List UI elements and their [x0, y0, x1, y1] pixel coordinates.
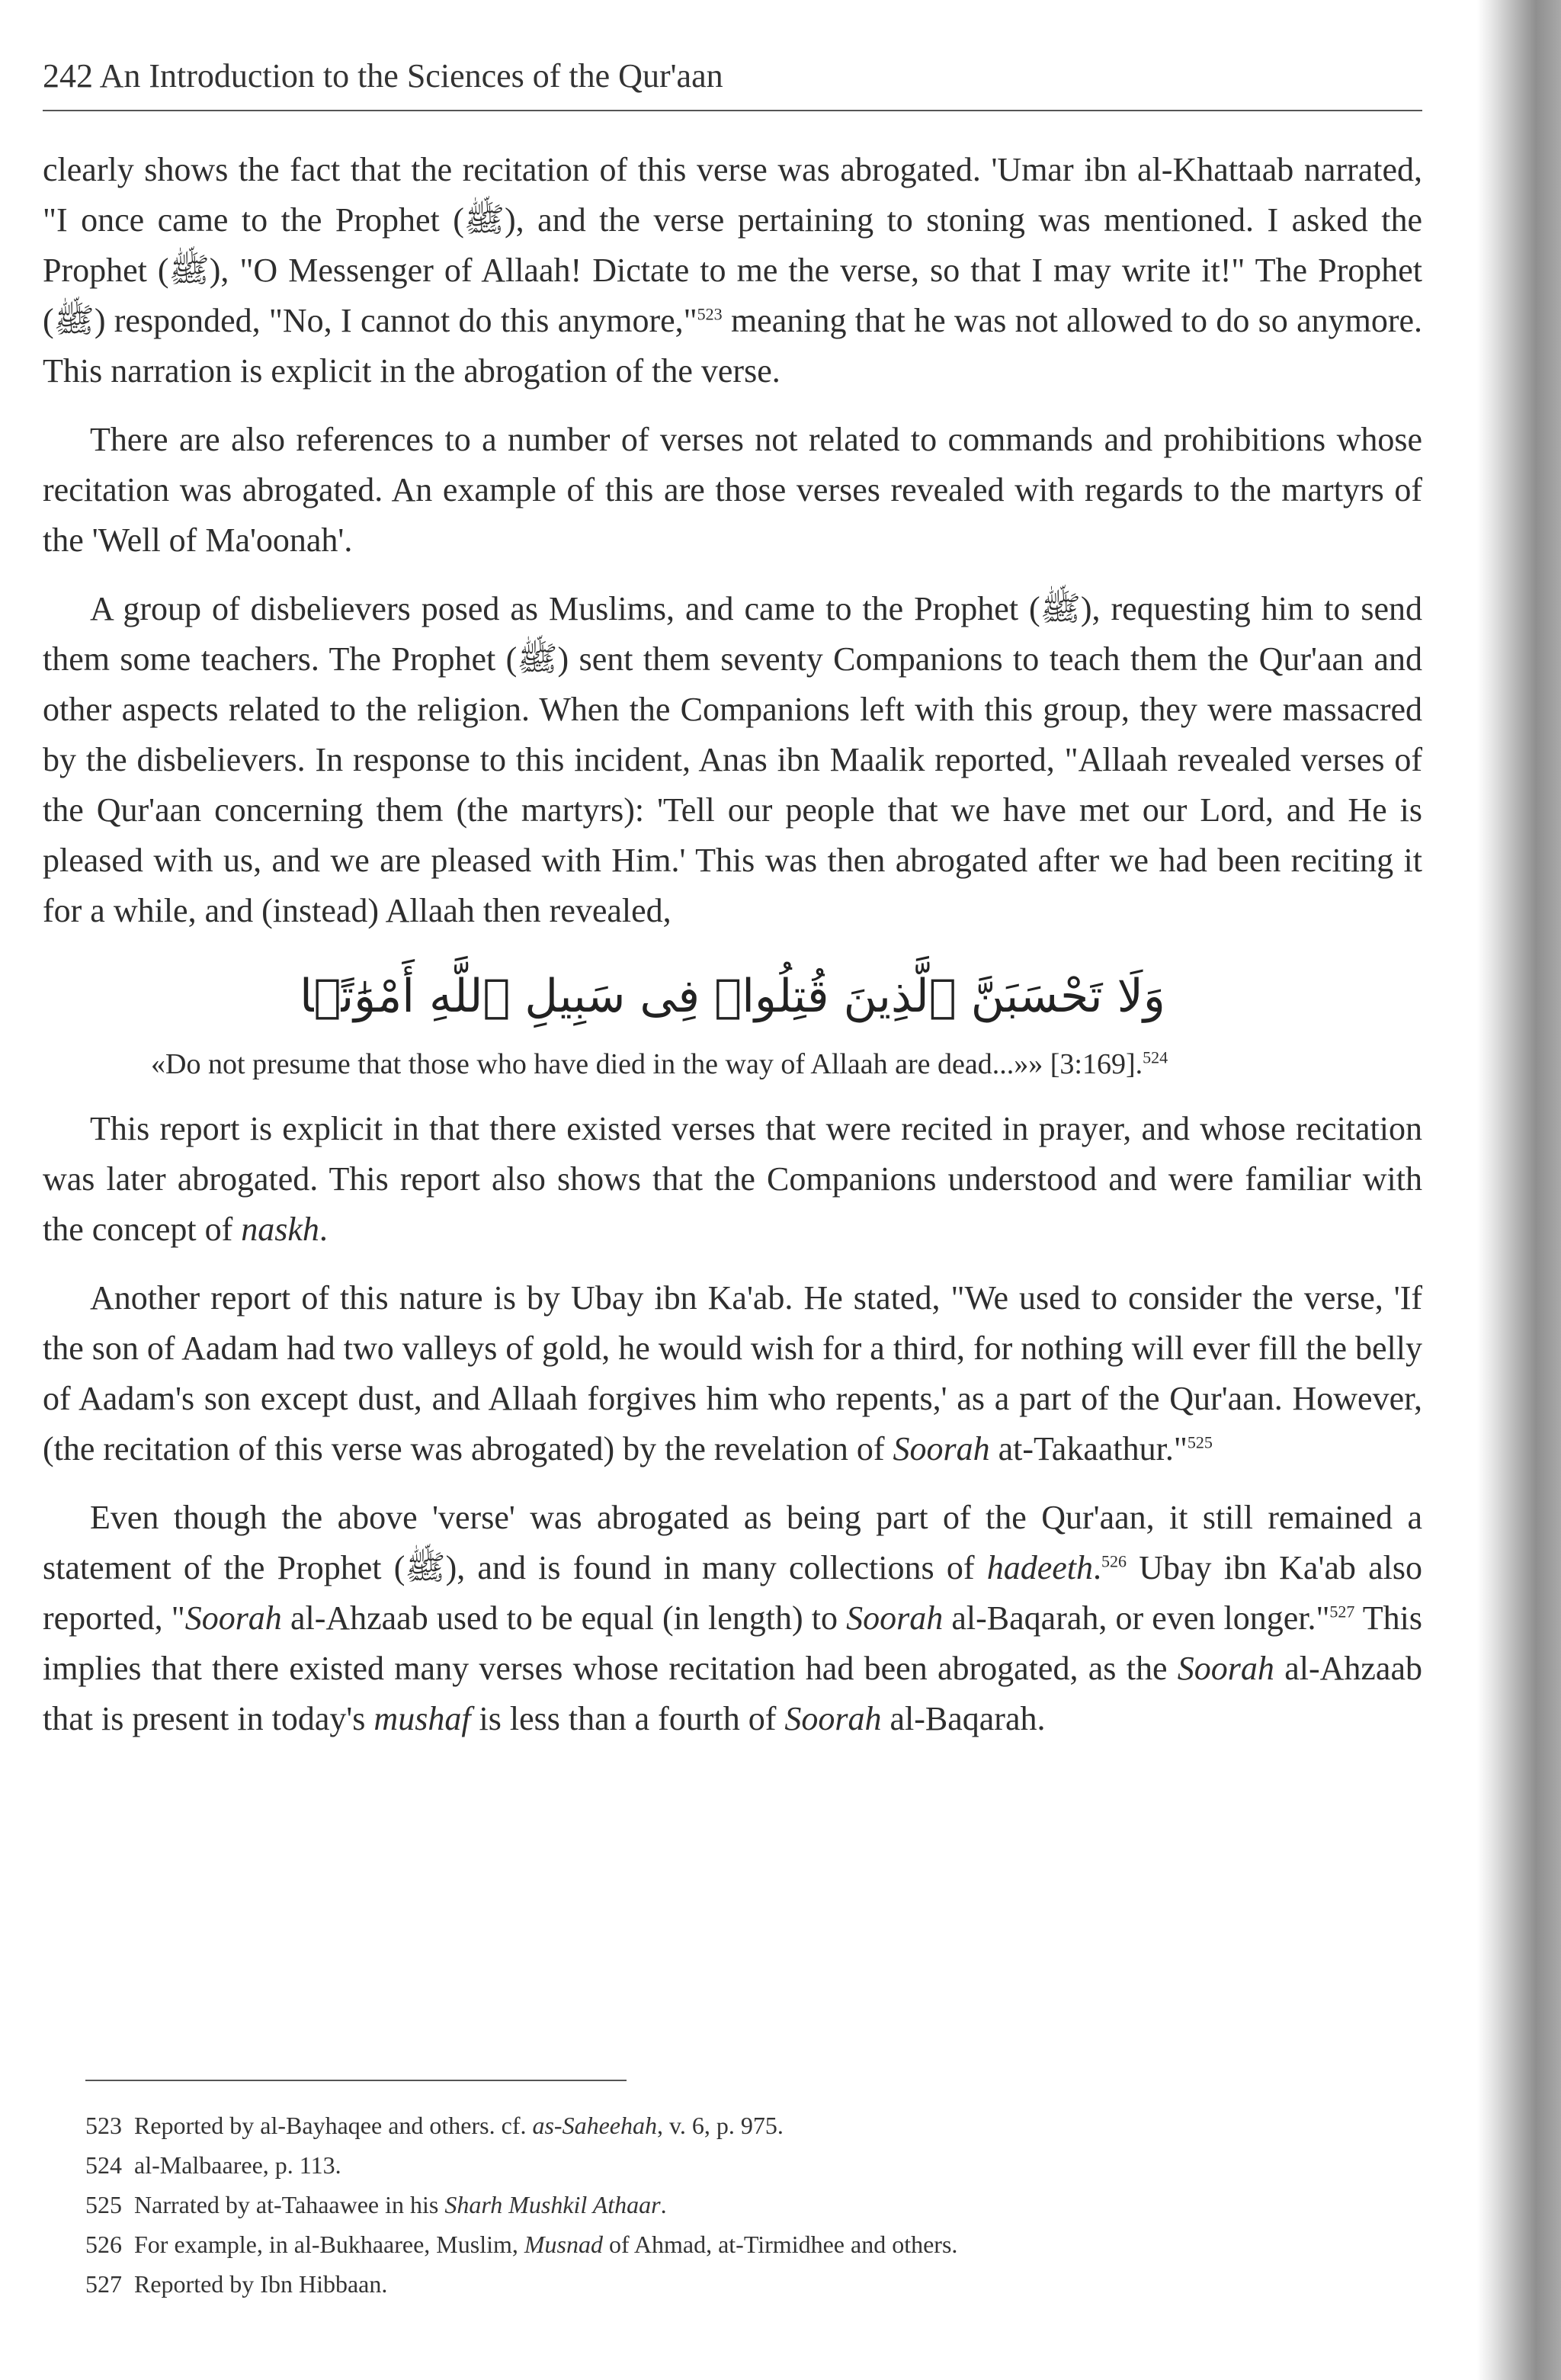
paragraph-5: Another report of this nature is by Ubay ibn Ka'ab. He stated, "We used to consider the verse, 'If the son of Aadam had two valleys of gold, he would wish for a third, for nothing will ever fill the belly of Aadam's son except dust, and Allaah forgives him who repents,' as a part of the Qur'aan. However, (the recitation of this verse was abrogated) by the revelation of Soorah at-Takaathur."$^{525}$	[43, 1279, 1422, 1467]
footnote-ref-526: 526	[1101, 1551, 1127, 1571]
footnote-ref-524: 524	[1143, 1047, 1168, 1067]
arabic-verse: وَلَا تَحْسَبَنَّ ٱلَّذِينَ قُتِلُوا۟ فِى سَبِيلِ ٱللَّهِ أَمْوَٰتًۢا	[300, 970, 1165, 1023]
running-title: An Introduction to the Sciences of the Qur'aan	[99, 57, 723, 95]
footnote-523: 523 Reported by al-Bayhaqee and others. cf. as-Saheehah, v. 6, p. 975.	[85, 2112, 784, 2139]
footnote-524: 524 al-Malbaaree, p. 113.	[85, 2151, 341, 2179]
header-rule	[43, 110, 1422, 111]
running-header	[43, 55, 1422, 98]
page-number: 242	[43, 57, 93, 95]
page-binding-shadow	[1477, 0, 1561, 2380]
paragraph-2: There are also references to a number of verses not related to commands and prohibitions whose recitation was abrogated. An example of this are those verses revealed with regards to the martyrs of the 'Well of Ma'oonah'.	[43, 421, 1422, 559]
footnote-525: 525 Narrated by at-Tahaawee in his Sharh Mushkil Athaar.	[85, 2191, 667, 2218]
paragraph-4: This report is explicit in that there existed verses that were recited in prayer, and whose recitation was later abrogated. This report also shows that the Companions understood and were familiar with the concept of naskh.	[43, 1110, 1422, 1248]
footnote-ref-527: 527	[1329, 1602, 1355, 1621]
paragraph-3: A group of disbelievers posed as Muslims, and came to the Prophet (ﷺ), requesting him to send them some teachers. The Prophet (ﷺ) sent them seventy Companions to teach them the Qur'aan and other aspects related to the religion. When the Companions left with this group, they were massacred by the disbelievers. In response to this incident, Anas ibn Maalik reported, "Allaah revealed verses of the Qur'aan concerning them (the martyrs): 'Tell our people that we have met our Lord, and He is pleased with us, and we are pleased with Him.' This was then abrogated after we had been reciting it for a while, and (instead) Allaah then revealed,	[43, 590, 1422, 929]
verse-translation: «Do not presume that those who have died in the way of Allaah are dead...»» [3:169].$^{524}$	[151, 1047, 1168, 1080]
paragraph-1: clearly shows the fact that the recitation of this verse was abrogated. 'Umar ibn al-Khattaab narrated, "I once came to the Prophet (ﷺ), and the verse pertaining to stoning was mentioned. I asked the Prophet (ﷺ), "O Messenger of Allaah! Dictate to me the verse, so that I may write it!" The Prophet (ﷺ) responded, "No, I cannot do this anymore,"$^{523}$ meaning that he was not allowed to do so anymore. This narration is explicit in the abrogation of the verse.	[43, 151, 1422, 390]
footnote-526: 526 For example, in al-Bukhaaree, Muslim, Musnad of Ahmad, at-Tirmidhee and others.	[85, 2231, 958, 2258]
paragraph-6: Even though the above 'verse' was abrogated as being part of the Qur'aan, it still remained a statement of the Prophet (ﷺ), and is found in many collections of hadeeth.$^{526}$ Ubay ibn Ka'ab also reported, "Soorah al-Ahzaab used to be equal (in length) to Soorah al-Baqarah, or even longer."$^{527}$ This implies that there existed many verses whose recitation had been abrogated, as the Soorah al-Ahzaab that is present in today's mushaf is less than a fourth of Soorah al-Baqarah.	[43, 1499, 1423, 1737]
footnote-ref-523: 523	[697, 304, 723, 324]
footnotes	[85, 2106, 1381, 2304]
body-text	[43, 145, 1422, 1763]
footnote-ref-525: 525	[1187, 1432, 1213, 1452]
footnote-527: 527 Reported by Ibn Hibbaan.	[85, 2270, 388, 2298]
footnote-rule	[85, 2080, 627, 2081]
